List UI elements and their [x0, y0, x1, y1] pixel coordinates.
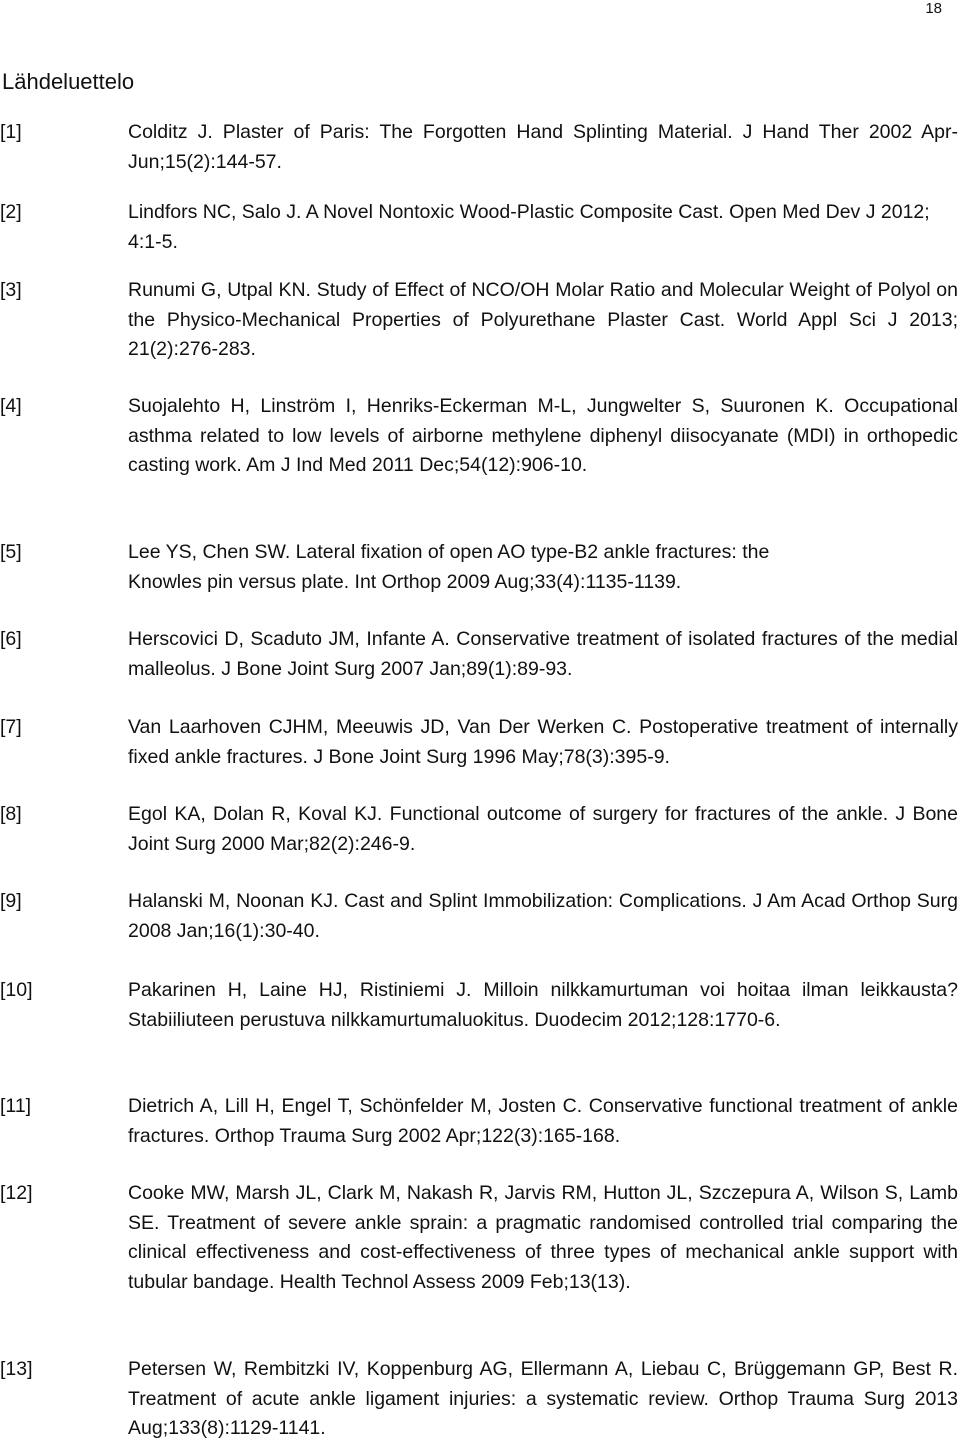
reference-text: Egol KA, Dolan R, Koval KJ. Functional outcome of surgery for fractures of the ankle. J Bone Joint Surg 2000 Mar;82(2):246-9.: [128, 803, 958, 855]
reference-item: [0, 1179, 960, 1297]
reference-item: [0, 713, 960, 772]
reference-item: [0, 976, 960, 1035]
reference-text: Petersen W, Rembitzki IV, Koppenburg AG, Ellermann A, Liebau C, Brüggemann GP, Best R. Treatment of acute ankle ligament injuries: a systematic review. Orthop Trauma Surg 2013 Aug;133(8):1129-1141.: [128, 1358, 958, 1439]
reference-item: [0, 887, 960, 946]
reference-number: [12]: [0, 1182, 33, 1204]
reference-text: Suojalehto H, Linström I, Henriks-Eckerman M-L, Jungwelter S, Suuronen K. Occupational asthma related to low levels of airborne methylene diphenyl diisocyanate (MDI) in orthopedic casting work. Am J Ind Med 2011 Dec;54(12):906-10.: [128, 395, 958, 476]
reference-number: [5]: [0, 541, 22, 563]
reference-number: [13]: [0, 1358, 33, 1380]
reference-text: Colditz J. Plaster of Paris: The Forgotten Hand Splinting Material. J Hand Ther 2002 Apr-Jun;15(2):144-57.: [128, 121, 958, 173]
reference-item: [0, 1355, 960, 1444]
reference-text: Dietrich A, Lill H, Engel T, Schönfelder M, Josten C. Conservative functional treatment of ankle fractures. Orthop Trauma Surg 2002 Apr;122(3):165-168.: [128, 1095, 958, 1147]
reference-item: [0, 625, 960, 684]
reference-item: [0, 392, 960, 481]
reference-item: [0, 118, 960, 177]
reference-item: [0, 276, 960, 365]
page-number: 18: [925, 0, 942, 17]
reference-text: Herscovici D, Scaduto JM, Infante A. Conservative treatment of isolated fractures of the medial malleolus. J Bone Joint Surg 2007 Jan;89(1):89-93.: [128, 628, 958, 680]
reference-number: [1]: [0, 121, 22, 143]
reference-text: Pakarinen H, Laine HJ, Ristiniemi J. Milloin nilkkamurtuman voi hoitaa ilman leikkausta? Stabiiliuteen perustuva nilkkamurtumaluokitus. Duodecim 2012;128:1770-6.: [128, 979, 958, 1031]
reference-text: Runumi G, Utpal KN. Study of Effect of NCO/OH Molar Ratio and Molecular Weight of Polyol on the Physico-Mechanical Properties of Polyurethane Plaster Cast. World Appl Sci J 2013; 21(2):276-283.: [128, 279, 958, 360]
reference-text: Lindfors NC, Salo J. A Novel Nontoxic Wood-Plastic Composite Cast. Open Med Dev J 2012; 4:1-5.: [128, 201, 930, 253]
reference-number: [6]: [0, 628, 22, 650]
reference-number: [8]: [0, 803, 22, 825]
reference-number: [11]: [0, 1095, 32, 1117]
reference-item: [0, 198, 960, 257]
reference-item: [0, 800, 960, 859]
reference-text: Cooke MW, Marsh JL, Clark M, Nakash R, Jarvis RM, Hutton JL, Szczepura A, Wilson S, Lamb SE. Treatment of severe ankle sprain: a pragmatic randomised controlled trial comparing the clinical effectiveness and cost-effectiveness of three types of mechanical ankle support with tubular bandage. Health Technol Assess 2009 Feb;13(13).: [128, 1182, 958, 1293]
reference-number: [7]: [0, 716, 22, 738]
reference-text: Van Laarhoven CJHM, Meeuwis JD, Van Der Werken C. Postoperative treatment of internally fixed ankle fractures. J Bone Joint Surg 1996 May;78(3):395-9.: [128, 716, 958, 768]
reference-number: [9]: [0, 890, 22, 912]
reference-number: [3]: [0, 279, 22, 301]
reference-item: [0, 538, 960, 597]
reference-number: [10]: [0, 979, 33, 1001]
reference-item: [0, 1092, 960, 1151]
page-title: Lähdeluettelo: [2, 69, 135, 94]
reference-text: Halanski M, Noonan KJ. Cast and Splint Immobilization: Complications. J Am Acad Orthop Surg 2008 Jan;16(1):30-40.: [128, 890, 958, 942]
reference-text: Lee YS, Chen SW. Lateral fixation of open AO type-B2 ankle fractures: the Knowles pin versus plate. Int Orthop 2009 Aug;33(4):1135-1139.: [128, 541, 770, 593]
reference-number: [4]: [0, 395, 22, 417]
reference-number: [2]: [0, 201, 22, 223]
